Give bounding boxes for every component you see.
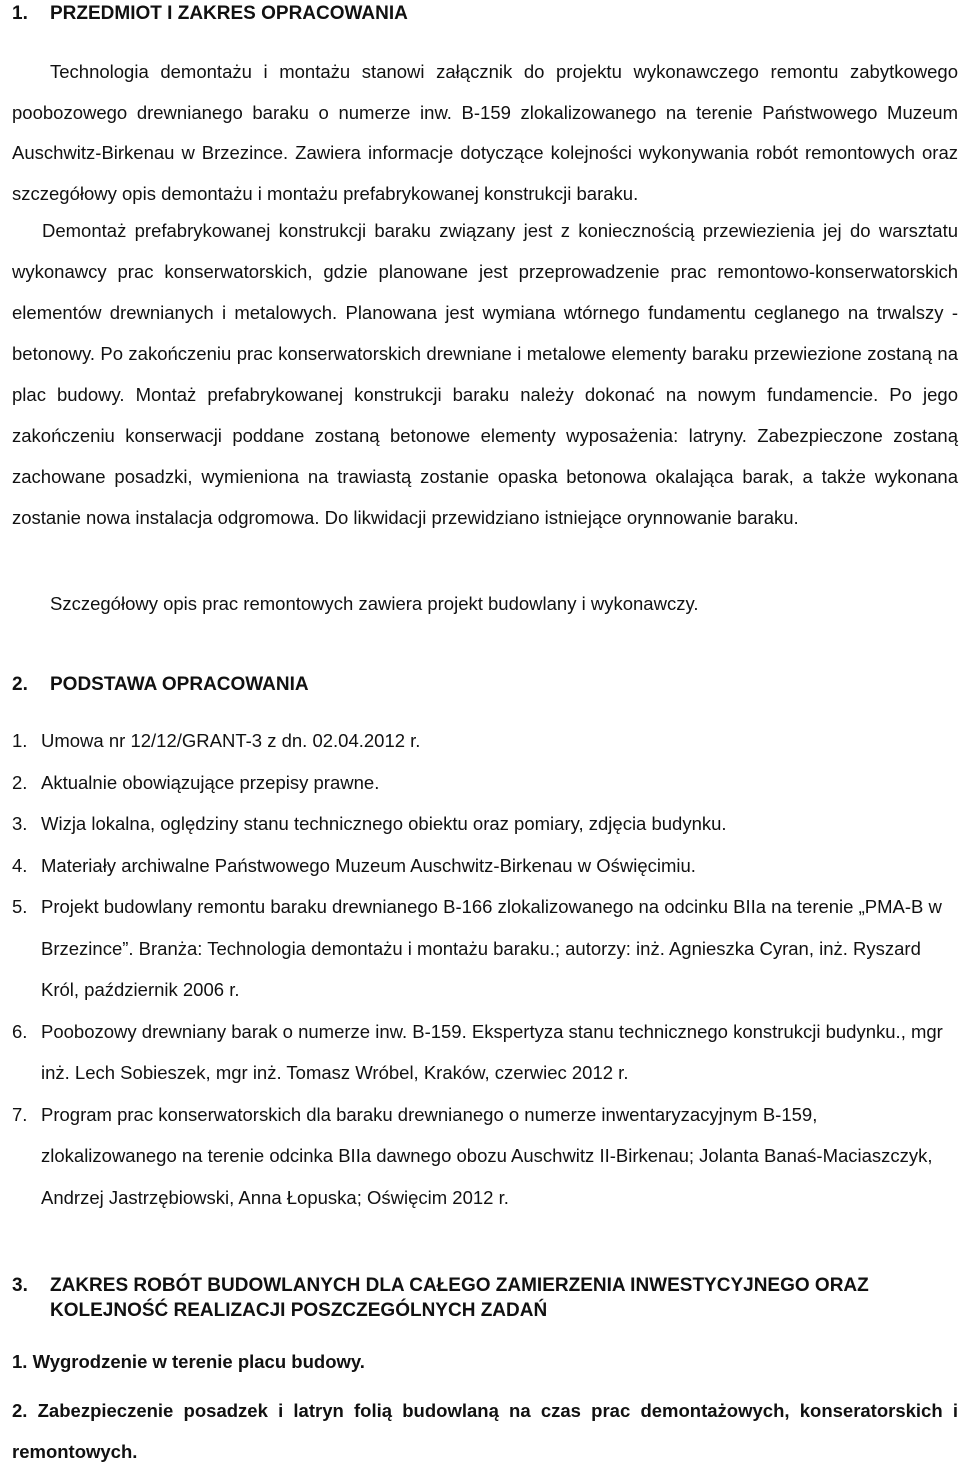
reference-item	[12, 803, 958, 845]
reference-number: 1.	[12, 730, 28, 751]
section-3-title: ZAKRES ROBÓT BUDOWLANYCH DLA CAŁEGO ZAMIERZENIA INWESTYCYJNEGO ORAZ KOLEJNOŚĆ REALIZACJI POSZCZEGÓLNYCH ZADAŃ	[50, 1275, 869, 1321]
section-1-paragraph-3: Szczegółowy opis prac remontowych zawiera projekt budowlany i wykonawczy.	[50, 593, 699, 614]
reference-item	[12, 762, 958, 804]
reference-number: 2.	[12, 771, 28, 793]
section-1-paragraph-2: Demontaż prefabrykowanej konstrukcji baraku związany jest z koniecznością przewiezienia jej do warsztatu wykonawcy prac konserwatorskich, gdzie planowane jest przeprowadzenie prac remontowo-konserwatorskich elementów drewnianych i metalowych. Planowana jest wymiana wtórnego fundamentu ceglanego na trwalszy - betonowy. Po zakończeniu prac konserwatorskich drewniane i metalowe elementy baraku przewiezione zostaną na plac budowy. Montaż prefabrykowanej konstrukcji baraku należy dokonać na nowym fundamencie. Po jego zakończeniu konserwacji poddane zostaną betonowe elementy wyposażenia: latryny. Zabezpieczone zostaną zachowane posadzki, wymieniona na trawiastą zostanie opaska betonowa okalająca barak, a także wykonana zostanie nowa instalacja odgromowa. Do likwidacji przewidziano istniejące orynnowanie baraku.	[12, 220, 958, 528]
reference-item	[12, 845, 958, 887]
reference-text: Program prac konserwatorskich dla baraku drewnianego o numerze inwentaryzacyjnym B-159, zlokalizowanego na terenie odcinka BIIa dawnego obozu Auschwitz II-Birkenau; Jolanta Banaś-Maciaszczyk, Andrzej Jastrzębiowski, Anna Łopuska; Oświęcim 2012 r.	[41, 1103, 933, 1208]
section-3-number: 3.	[12, 1275, 28, 1296]
section-1-title: PRZEDMIOT I ZAKRES OPRACOWANIA	[50, 3, 408, 24]
section-2-heading	[12, 673, 309, 697]
section-1-heading	[12, 2, 408, 26]
task-item-2: 2. Zabezpieczenie posadzek i latryn folią budowlaną na czas prac demontażowych, konseratorskich i remontowych.	[12, 1400, 958, 1462]
reference-text: Materiały archiwalne Państwowego Muzeum Auschwitz-Birkenau w Oświęcimiu.	[41, 854, 696, 876]
section-2-number: 2.	[12, 674, 28, 695]
reference-number: 6.	[12, 1020, 28, 1042]
reference-list	[12, 720, 958, 1218]
reference-number: 5.	[12, 896, 28, 917]
reference-text: Umowa nr 12/12/GRANT-3 z dn. 02.04.2012 r.	[41, 730, 421, 751]
reference-item	[12, 720, 958, 762]
section-3-heading	[12, 1273, 912, 1323]
reference-text: Poobozowy drewniany barak o numerze inw. B-159. Ekspertyza stanu technicznego konstrukcji budynku., mgr inż. Lech Sobieszek, mgr inż. Tomasz Wróbel, Kraków, czerwiec 2012 r.	[41, 1020, 943, 1083]
section-1-paragraph-1: Technologia demontażu i montażu stanowi załącznik do projektu wykonawczego remontu zabytkowego poobozowego drewnianego baraku o numerze inw. B-159 zlokalizowanego na terenie Państwowego Muzeum Auschwitz-Birkenau w Brzezince. Zawiera informacje dotyczące kolejności wykonywania robót remontowych oraz szczegółowy opis demontażu i montażu prefabrykowanej konstrukcji baraku.	[12, 61, 958, 204]
reference-text: Projekt budowlany remontu baraku drewnianego B-166 zlokalizowanego na odcinku BIIa na terenie „PMA-B w Brzezince”. Branża: Technologia demontażu i montażu baraku.; autorzy: inż. Agnieszka Cyran, inż. Ryszard Król, październik 2006 r.	[41, 896, 942, 1000]
reference-text: Wizja lokalna, oględziny stanu technicznego obiektu oraz pomiary, zdjęcia budynku.	[41, 813, 727, 834]
reference-item	[12, 1011, 958, 1094]
reference-number: 4.	[12, 854, 28, 876]
reference-number: 7.	[12, 1103, 28, 1125]
reference-item	[12, 886, 958, 1011]
reference-text: Aktualnie obowiązujące przepisy prawne.	[41, 771, 380, 793]
section-2-title: PODSTAWA OPRACOWANIA	[50, 674, 309, 695]
task-item-1: 1. Wygrodzenie w terenie placu budowy.	[12, 1351, 365, 1372]
reference-number: 3.	[12, 813, 28, 834]
section-1-number: 1.	[12, 3, 28, 24]
reference-item	[12, 1094, 958, 1219]
